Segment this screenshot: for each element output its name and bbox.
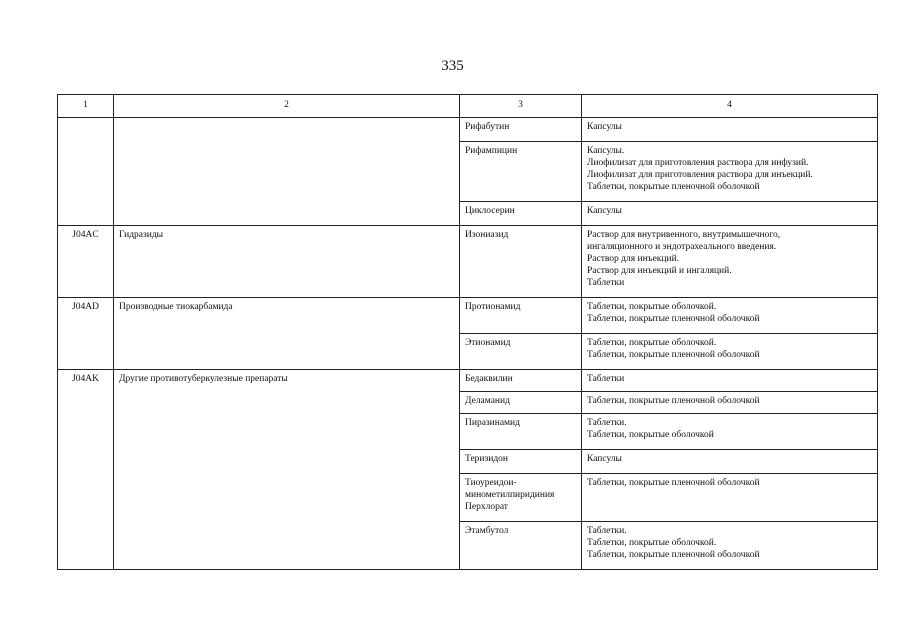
drug-name-cell: Теризидон — [460, 450, 582, 474]
drug-name-cell: Этамбутол — [460, 522, 582, 570]
atc-code-cell: J04AK — [58, 370, 114, 392]
group-name-cell: Другие противотуберкулезные препараты — [114, 370, 460, 392]
dosage-forms-cell: Таблетки, покрытые оболочкой. Таблетки, покрытые пленочной оболочкой — [582, 334, 878, 370]
page-number: 335 — [441, 58, 464, 74]
dosage-forms-cell: Таблетки, покрытые пленочной оболочкой — [582, 474, 878, 522]
drug-name-cell: Бедаквилин — [460, 370, 582, 392]
drug-name-cell: Тиоуреидои- минометилпиридиния Перхлорат — [460, 474, 582, 522]
atc-code-cell — [58, 202, 114, 226]
dosage-forms-cell: Таблетки — [582, 370, 878, 392]
group-name-cell — [114, 414, 460, 450]
header-col-4: 4 — [582, 95, 878, 118]
atc-code-cell — [58, 450, 114, 474]
atc-code-cell — [58, 474, 114, 522]
group-name-cell — [114, 142, 460, 202]
drug-name-cell: Рифампицин — [460, 142, 582, 202]
table-row — [58, 142, 878, 202]
dosage-forms-cell: Капсулы — [582, 450, 878, 474]
header-col-1: 1 — [58, 95, 114, 118]
table-row — [58, 522, 878, 570]
atc-code-cell — [58, 392, 114, 414]
atc-code-cell: J04AC — [58, 226, 114, 298]
drug-name-cell: Рифабутин — [460, 118, 582, 142]
group-name-cell — [114, 118, 460, 142]
medication-table — [57, 94, 878, 570]
dosage-forms-cell: Капсулы. Лиофилизат для приготовления раствора для инфузий. Лиофилизат для приготовления раствора для инъекций. Таблетки, покрытые пленочной оболочкой — [582, 142, 878, 202]
dosage-forms-cell: Таблетки. Таблетки, покрытые оболочкой. Таблетки, покрытые пленочной оболочкой — [582, 522, 878, 570]
header-col-3: 3 — [460, 95, 582, 118]
table-row — [58, 334, 878, 370]
atc-code-cell: J04AD — [58, 298, 114, 334]
group-name-cell — [114, 522, 460, 570]
header-col-2: 2 — [114, 95, 460, 118]
table-row — [58, 370, 878, 392]
dosage-forms-cell: Таблетки. Таблетки, покрытые оболочкой — [582, 414, 878, 450]
group-name-cell — [114, 202, 460, 226]
table-row — [58, 202, 878, 226]
drug-name-cell: Изониазид — [460, 226, 582, 298]
table-row — [58, 392, 878, 414]
drug-name-cell: Деламанид — [460, 392, 582, 414]
table-header-row — [58, 95, 878, 118]
drug-name-cell: Циклосерин — [460, 202, 582, 226]
table-row — [58, 226, 878, 298]
atc-code-cell — [58, 142, 114, 202]
table-row — [58, 474, 878, 522]
dosage-forms-cell: Капсулы — [582, 202, 878, 226]
group-name-cell — [114, 450, 460, 474]
group-name-cell — [114, 334, 460, 370]
table-row — [58, 414, 878, 450]
atc-code-cell — [58, 414, 114, 450]
dosage-forms-cell: Капсулы — [582, 118, 878, 142]
dosage-forms-cell: Раствор для внутривенного, внутримышечного, ингаляционного и эндотрахеального введения. Раствор для инъекций. Раствор для инъекций и ингаляций. Таблетки — [582, 226, 878, 298]
drug-name-cell: Этионамид — [460, 334, 582, 370]
drug-name-cell: Протионамид — [460, 298, 582, 334]
group-name-cell — [114, 474, 460, 522]
atc-code-cell — [58, 522, 114, 570]
table-row — [58, 298, 878, 334]
group-name-cell: Гидразиды — [114, 226, 460, 298]
atc-code-cell — [58, 118, 114, 142]
atc-code-cell — [58, 334, 114, 370]
group-name-cell: Производные тиокарбамида — [114, 298, 460, 334]
drug-name-cell: Пиразинамид — [460, 414, 582, 450]
dosage-forms-cell: Таблетки, покрытые оболочкой. Таблетки, покрытые пленочной оболочкой — [582, 298, 878, 334]
table-row — [58, 450, 878, 474]
dosage-forms-cell: Таблетки, покрытые пленочной оболочкой — [582, 392, 878, 414]
group-name-cell — [114, 392, 460, 414]
table-row — [58, 118, 878, 142]
